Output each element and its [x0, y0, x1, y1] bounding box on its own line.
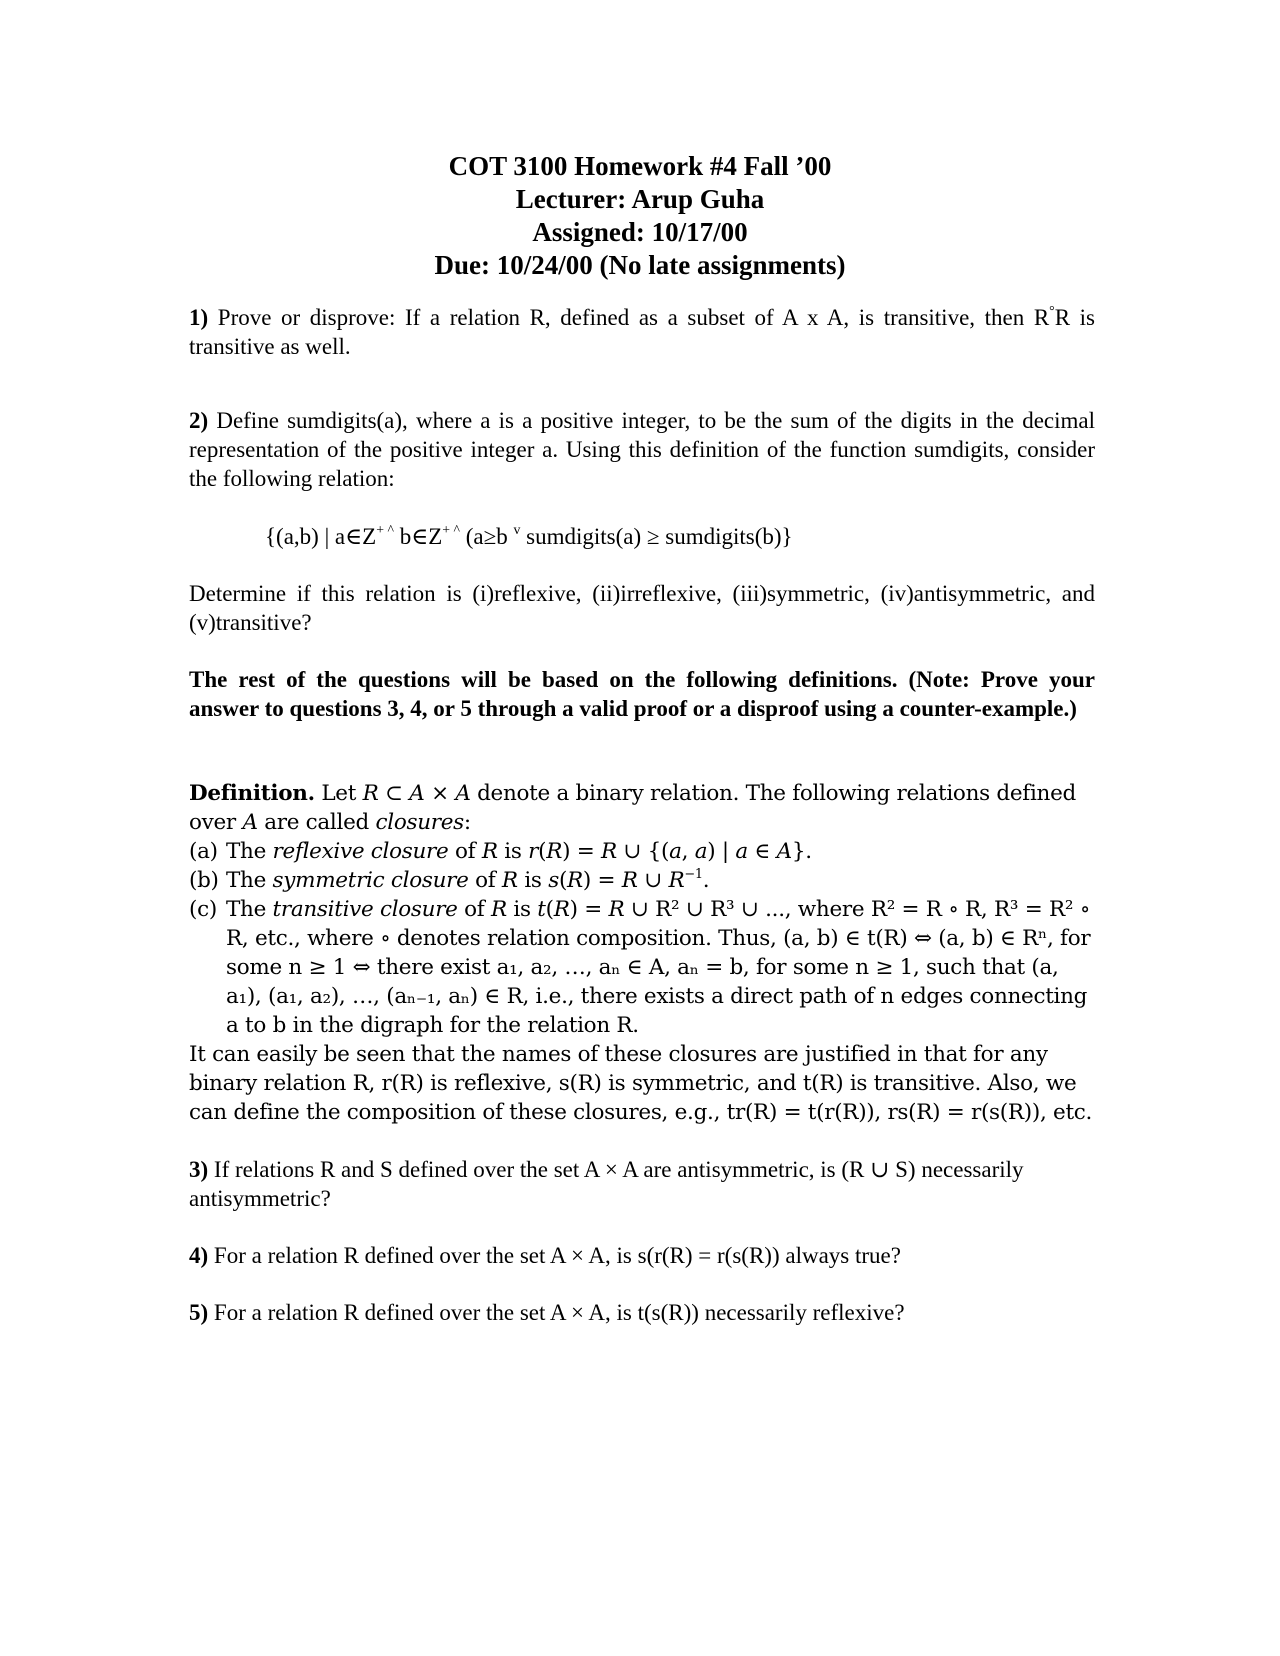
question-text: For a relation R defined over the set A × A, is s(r(R) = r(s(R)) always true? — [208, 1243, 901, 1268]
course-title: COT 3100 Homework #4 Fall ’00 — [448, 151, 832, 181]
definition-intro: Definition. Let R ⊂ A × A denote a binary relation. The following relations defined over A are called closures: — [189, 781, 1076, 835]
relation-formula: {(a,b) | a∈Z+ ^ b∈Z+ ^ (a≥b $^v$ sumdigits(a) ≥ sumdigits(b)} — [265, 521, 793, 549]
question-number: 4) — [189, 1243, 209, 1268]
composition-symbol: ° — [1049, 302, 1055, 318]
question-text-cont: R is transitive as well. — [189, 305, 1095, 359]
question-4 — [189, 1241, 1095, 1270]
question-3 — [189, 1155, 1095, 1213]
definition-item-b: (b) The symmetric closure of R is s(R) = R ∪ $R^{-1}$. — [189, 866, 710, 893]
definition-item-c: (c) The transitive closure of R is t(R) = R ∪ R² ∪ R³ ∪ ..., where R² = R ∘ R, R³ = R² ∘ R, etc., where ∘ denotes relation composition. Thus, (a, b) ∈ t(R) ⇔ (a, b) ∈ Rⁿ, for some n ≥ 1 ⇔ there exist a₁, a₂, …, aₙ ∈ A, aₙ = b, for some n ≥ 1, such that (a, a₁), (a₁, a₂), …, (aₙ₋₁, aₙ) ∈ R, i.e., there exists a direct path of n edges connecting a to b in the digraph for the relation R. — [189, 897, 1091, 1038]
question-number: 1) — [189, 305, 209, 330]
question-number: 5) — [189, 1300, 209, 1325]
question-2 — [189, 406, 1095, 493]
question-text: If relations R and S defined over the set A × A are antisymmetric, is (R ∪ S) necessarily antisymmetric? — [189, 1157, 1024, 1211]
transitive-closure-text: ∪ R² ∪ R³ ∪ ..., where R² = R ∘ R, R³ = R² ∘ R, etc., where ∘ denotes relation composition. Thus, (a, b) ∈ t(R) ⇔ (a, b) ∈ Rⁿ, for some n ≥ 1 ⇔ there exist a₁, a₂, …, aₙ ∈ A, aₙ = b, for some n ≥ 1, such that (a, a₁), (a₁, a₂), …, (aₙ₋₁, aₙ) ∈ R, i.e., there exists a direct path of n edges connecting a to b in the digraph for the relation R. — [226, 897, 1091, 1038]
definitions-note: The rest of the questions will be based on the following definitions. (Note: Prove your answer to questions 3, 4, or 5 through a valid proof or a disproof using a counter-example.) — [189, 667, 1095, 721]
definition-item-a: (a) The reflexive closure of R is r(R) = R ∪ {(a, a) | a ∈ A}. — [189, 839, 812, 864]
question-number: 2) — [189, 408, 209, 433]
definition-label: Definition. — [189, 781, 315, 806]
definition-closing: It can easily be seen that the names of these closures are justified in that for any binary relation R, r(R) is reflexive, s(R) is symmetric, and t(R) is transitive. Also, we can define the composition of these closures, e.g., tr(R) = t(r(R)), rs(R) = r(s(R)), etc. — [189, 1042, 1093, 1125]
question-5 — [189, 1298, 1095, 1327]
question-1 — [189, 303, 1095, 361]
assigned-date: Assigned: 10/17/00 — [532, 217, 748, 247]
question-text: Prove or disprove: If a relation R, defined as a subset of A x A, is transitive, then R — [208, 305, 1050, 330]
document-header — [0, 150, 1280, 282]
due-date: Due: 10/24/00 (No late assignments) — [434, 250, 846, 280]
question-text: For a relation R defined over the set A × A, is t(s(R)) necessarily reflexive? — [208, 1300, 905, 1325]
question-number: 3) — [189, 1157, 209, 1182]
definition-block — [189, 779, 1095, 1127]
question-text: Define sumdigits(a), where a is a positive integer, to be the sum of the digits in the decimal representation of the positive integer a. Using this definition of the function sumdigits, consider the following relation: — [189, 408, 1095, 491]
lecturer-line: Lecturer: Arup Guha — [515, 184, 765, 214]
question-2-followup: Determine if this relation is (i)reflexive, (ii)irreflexive, (iii)symmetric, (iv)antisymmetric, and (v)transitive? — [189, 581, 1095, 635]
